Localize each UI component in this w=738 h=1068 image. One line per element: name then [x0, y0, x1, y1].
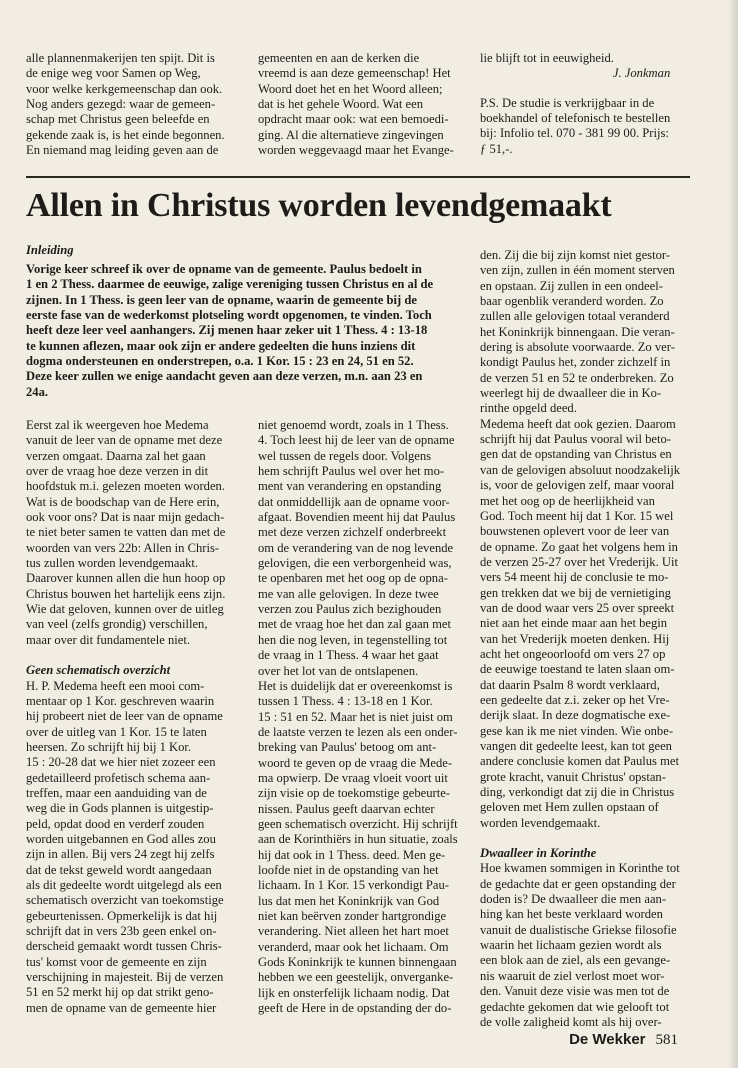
text-line: voor welke kerkgemeenschap dan ook. — [26, 81, 223, 96]
text-line: aan de Korinthiërs in hun situatie, zoals — [258, 832, 458, 847]
text-line: lijk en onsterfelijk lichaam nodig. Dat — [258, 985, 450, 1000]
text-line: ƒ 51,-. — [480, 141, 513, 156]
text-line: gemeenten en aan de kerken die — [258, 51, 420, 65]
text-line: ment van verandering en opstanding — [258, 479, 442, 494]
text-line: gebeurtenissen. Opmerkelijk is dat hij — [26, 908, 218, 923]
text-line: de verzen 51 en 52 te onderbreken. Zo — [480, 370, 674, 385]
text-line: geen schematisch overzicht. Hij schrijft — [258, 816, 458, 831]
text-line: 1 en 2 Thess. daarmee de eeuwige, zalige vereniging tussen Christus en al de — [26, 277, 434, 292]
text-line: een blok aan de ziel, als een gevange- — [480, 953, 671, 968]
text-line: van het Vrederijk moeten denken. Hij — [480, 631, 670, 646]
section-heading-dwaalleer: Dwaalleer in Korinthe — [480, 846, 597, 861]
text-line: God. Toch meent hij dat 1 Kor. 15 wel — [480, 508, 674, 523]
text-line: de verzen 25-27 over het Vrederijk. Uit — [480, 554, 678, 569]
text-line: P.S. De studie is verkrijgbaar in de — [480, 95, 655, 110]
text-line: over de uitleg van 1 Kor. 15 te laten — [26, 724, 207, 739]
text-line: boekhandel of telefonisch te bestellen — [480, 111, 671, 126]
text-line: Eerst zal ik weergeven hoe Medema — [26, 418, 209, 432]
text-line: zijnen. In 1 Thess. is geen leer van de opname, waarin de gemeente bij de — [26, 292, 417, 307]
article-title: Allen in Christus worden levendgemaakt — [26, 187, 612, 224]
text-line: den. Vanuit deze visie was men tot de — [480, 984, 670, 999]
text-line: dering is absolute voorwaarde. Zo ver- — [480, 340, 675, 355]
text-line: waarin het lichaam gezien wordt als — [480, 938, 662, 953]
text-line: van de gelovigen absoluut noodzakelijk — [480, 462, 681, 477]
text-line: doden is? De dwaalleer die men aan- — [480, 892, 667, 907]
text-line: acht het ongeoorloofd om vers 27 op — [480, 646, 666, 661]
text-line: dat daarin Psalm 8 wordt verklaard, — [480, 677, 660, 692]
text-line: vangen dit gedeelte leest, kan tot geen — [480, 739, 672, 753]
text-line: vers 54 meent hij de conclusie te mo- — [480, 570, 669, 585]
text-line: schematisch overzicht van toekomstige — [26, 893, 224, 908]
text-line: afgaat. Bovendien meent hij dat Paulus — [258, 510, 456, 525]
article-column-1 — [26, 418, 225, 1016]
text-line: gese kan ik me niet vinden. Wie onbe- — [480, 723, 674, 738]
text-line: dat de tekst geweld wordt aangedaan — [26, 862, 212, 877]
text-line: derscheid gemaakt wordt tussen Chris- — [26, 939, 222, 954]
text-line: den. Zij die bij zijn komst niet gestor- — [480, 248, 671, 262]
column-3-paragraph-2 — [480, 861, 680, 1030]
text-line: Deze keer zullen we enige aandacht geven aan deze verzen, m.n. aan 23 en — [26, 369, 423, 384]
text-line: ma opwierp. De vraag vloeit voort uit — [258, 770, 448, 785]
text-line: tus' komst voor de gemeente en zijn — [26, 954, 207, 969]
text-line: geloven met Hem zullen opstaan of — [480, 800, 659, 815]
text-line: zijn in allen. Bij vers 24 zegt hij zelfs — [26, 847, 215, 862]
text-line: men de opname van de gemeente hier — [26, 1000, 217, 1015]
text-line: nissen. Paulus geeft daarvan echter — [258, 801, 435, 816]
page-number: 581 — [655, 1032, 678, 1048]
text-line: breking van Paulus' betoog om ant- — [258, 740, 437, 755]
column-3-paragraph-1 — [480, 248, 680, 831]
text-line: gelovigen, die een verborgenheid was, — [258, 556, 452, 571]
text-line: hebben we een geestelijk, onverganke- — [258, 970, 454, 985]
text-line: dat is het gehele Woord. Wat een — [258, 97, 424, 112]
text-line: gekende zaak is, is het einde begonnen. — [26, 127, 225, 142]
text-line: heeft deze leer veel aanhangers. Zij menen haar zeker uit 1 Thess. 4 : 13-18 — [26, 323, 428, 338]
text-line: En niemand mag leiding geven aan de — [26, 143, 219, 158]
text-line: niet kan beërven zonder hartgrondige — [258, 909, 447, 923]
text-line: gen dat de opstanding van Christus en — [480, 447, 672, 462]
text-line: dogma ondersteunen en onderstrepen, o.a. 1 Kor. 15 : 23 en 24, 51 en 52. — [26, 354, 414, 369]
text-line: gedetailleerd profetisch schema aan- — [26, 770, 211, 785]
section-heading-geen-schematisch: Geen schematisch overzicht — [26, 663, 171, 678]
text-line: vanuit de dualistische Griekse filosofie — [480, 922, 677, 937]
text-line: gen trekken dat we bij de vernietiging — [480, 585, 671, 600]
text-line: Gods Koninkrijk te kunnen binnengaan — [258, 955, 457, 970]
text-line: Christus bouwen het hartelijk eens zijn. — [26, 586, 226, 601]
text-line: gedachte gekomen dat wie gelooft tot — [480, 999, 670, 1014]
text-line: worden uitgebannen en God alles zou — [26, 831, 216, 846]
text-line: 15 : 51 en 52. Maar het is niet juist om — [258, 709, 453, 724]
text-line: schap met Christus geen beleefde en — [26, 112, 210, 127]
text-line: treffen, maar een aanduiding van de — [26, 785, 207, 800]
text-line: geeft de Here in de opstanding der do- — [258, 1001, 452, 1016]
text-line: schrijft dat in vers 23b geen enkel on- — [26, 924, 217, 938]
text-line: weerlegt hij de dwaalleer die in Ko- — [480, 386, 662, 401]
text-line: vreemd is aan deze gemeenschap! Het — [258, 66, 451, 81]
text-line: de opname. Zo gaat het volgens hem in — [480, 539, 678, 554]
page-footer — [569, 1031, 678, 1049]
text-line: opdracht maar ook: wat een bemoedi- — [258, 112, 449, 127]
text-line: Wie dat geloven, kunnen over de uitleg — [26, 602, 224, 617]
closing-line: lie blijft tot in eeuwigheid. — [480, 51, 614, 65]
text-line: 4. Toch leest hij de leer van de opname — [258, 433, 455, 448]
text-line: zijn visie op de toekomstige gebeurte- — [258, 786, 450, 801]
text-line: veranderd, maar ook het lichaam. Om — [258, 939, 449, 954]
text-line: bouwstenen oplevert voor de leer van — [480, 524, 670, 539]
text-line: maar over dit fundamentele niet. — [26, 632, 191, 647]
text-line: de gedachte dat er geen opstanding der — [480, 876, 676, 891]
text-line: derijk slaat. In deze dogmatische exe- — [480, 708, 671, 723]
text-line: lus dat men het Koninkrijk van God — [258, 893, 440, 908]
text-line: weg die in Gods plannen is uitgestip- — [26, 801, 214, 816]
text-line: de vraag in 1 Thess. 4 waar het gaat — [258, 648, 439, 663]
author-signature: J. Jonkman — [612, 66, 671, 81]
text-line: alle plannenmakerijen ten spijt. Dit is — [26, 51, 215, 65]
text-line: zullen alle gelovigen totaal veranderd — [480, 309, 670, 324]
top-divider — [26, 176, 690, 178]
text-line: nis waaruit de ziel verlost moet wor- — [480, 968, 665, 983]
text-line: dat onmiddellijk aan de opname voor- — [258, 494, 450, 509]
article-column-2 — [258, 418, 458, 1016]
text-line: woord te geven op de vraag die Mede- — [258, 755, 453, 770]
text-line: over de vraag hoe deze verzen in dit — [26, 464, 209, 479]
text-line: als dit gedeelte wordt uitgelegd als een — [26, 877, 222, 892]
text-line: om de verandering van de nog levende — [258, 540, 454, 555]
text-line: Woord doet het en het Woord alleen; — [258, 81, 443, 96]
text-line: Vorige keer schreef ik over de opname van de gemeente. Paulus bedoelt in — [26, 262, 422, 276]
text-line: woorden van vers 22b: Allen in Chris- — [26, 540, 220, 555]
text-line: met de vraag hoe het dan zal gaan met — [258, 617, 452, 632]
text-line: heersen. Zo schrijft hij bij 1 Kor. — [26, 739, 192, 754]
top-column-3 — [480, 51, 670, 157]
text-line: hing kan het beste verklaard worden — [480, 907, 663, 922]
text-line: eerste fase van de wederkomst plotseling wordt opgenomen, te vinden. Toch — [26, 308, 432, 323]
text-line: Hoe kwamen sommigen in Korinthe tot — [480, 861, 680, 876]
text-line: baar ogenblik veranderd worden. Zo — [480, 294, 664, 309]
column-1-paragraph-2 — [26, 679, 225, 1017]
text-line: rinthe opgeld deed. — [480, 401, 577, 416]
text-line: kondigt Paulus het, zonder zichzelf in — [480, 355, 671, 370]
text-line: de laatste verzen te lezen als een onder- — [258, 724, 458, 739]
text-line: met het oog op de heerlijkheid van — [480, 493, 655, 508]
text-line: worden levendgemaakt. — [480, 815, 601, 830]
text-line: hij probeert niet de leer van de opname — [26, 709, 223, 724]
text-line: hoofdstuk m.i. gelezen moeten worden. — [26, 479, 225, 494]
text-line: loofde niet in de opstanding van het — [258, 862, 439, 877]
text-line: de enige weg voor Samen op Weg, — [26, 66, 201, 81]
text-line: niet genoemd wordt, zoals in 1 Thess. — [258, 418, 449, 432]
text-line: Daarover kunnen allen die hun hoop op — [26, 571, 226, 586]
text-line: schrijft hij dat Paulus vooral wil beto- — [480, 432, 671, 447]
text-line: de volle zaligheid komt als hij over- — [480, 1014, 662, 1029]
text-line: is, voor de gelovigen zelf, maar vooral — [480, 478, 675, 493]
magazine-name: De Wekker — [569, 1031, 646, 1048]
text-line: met deze verzen zichzelf onderbreekt — [258, 525, 447, 540]
text-line: verzen omgaat. Daarna zal het gaan — [26, 448, 206, 463]
text-line: mentaar op 1 Kor. geschreven waarin — [26, 693, 215, 708]
text-line: hij dat ook in 1 Thess. deed. Men ge- — [258, 847, 446, 862]
text-line: hen die nog leven, in tegenstelling tot — [258, 632, 448, 647]
text-line: 51 en 52 merkt hij op dat strikt geno- — [26, 985, 214, 1000]
top-column-2 — [258, 51, 454, 158]
text-line: het Koninkrijk binnengaan. Die veran- — [480, 324, 675, 339]
text-line: vanuit de leer van de opname met deze — [26, 433, 223, 448]
intro-heading: Inleiding — [26, 243, 74, 257]
text-line: tussen 1 Thess. 4 : 13-18 en 1 Kor. — [258, 694, 433, 709]
text-line: van de dood waar vers 25 over spreekt — [480, 600, 675, 615]
text-line: peld, opdat dood en verderf zouden — [26, 816, 205, 831]
text-line: de eeuwige toestand te laten slaan om- — [480, 662, 675, 677]
text-line: lichaam. In 1 Kor. 15 verkondigt Pau- — [258, 878, 449, 893]
text-line: verschijning in majesteit. Bij de verzen — [26, 970, 224, 985]
text-line: een gedeelte dat z.i. zeker op het Vre- — [480, 692, 670, 707]
postscript — [480, 96, 670, 157]
text-line: me van alle gelovigen. In deze twee — [258, 586, 439, 601]
text-line: ook voor ons? Dat is naar mijn gedach- — [26, 510, 225, 525]
text-line: worden weggevaagd maar het Evange- — [258, 143, 454, 158]
text-line: niet aan het einde maar aan het begin — [480, 616, 668, 631]
text-line: Het is duidelijk dat er overeenkomst is — [258, 678, 453, 693]
text-line: 15 : 20-28 dat we hier niet zozeer een — [26, 755, 216, 770]
text-line: van veel (zelfs grondig) verschillen, — [26, 617, 208, 632]
text-line: grote kracht, vanuit Christus' opstan- — [480, 769, 666, 784]
top-column-1 — [26, 51, 225, 158]
text-line: ging. Al die alternatieve zingevingen — [258, 127, 444, 142]
text-line: H. P. Medema heeft een mooi com- — [26, 678, 205, 693]
intro-text — [26, 262, 472, 400]
text-line: 24a. — [26, 384, 49, 399]
text-line: ding, verkondigt dat zij die in Christus — [480, 785, 675, 800]
text-line: Nog anders gezegd: waar de gemeen- — [26, 97, 216, 112]
text-line: te openbaren met het oog op de opna- — [258, 571, 448, 586]
text-line: te kunnen aflezen, maar ook zijn er andere gedeelten die huns inziens dit — [26, 338, 416, 353]
text-line: en opstaan. Zij zullen in een ondeel- — [480, 278, 663, 293]
text-line: andere conclusie komen dat Paulus met — [480, 754, 679, 769]
text-line: Medema heeft dat ook gezien. Daarom — [480, 416, 676, 431]
text-line: ven zijn, zullen in één moment sterven — [480, 263, 675, 278]
column-1-paragraph-1 — [26, 418, 225, 648]
text-line: over het lot van de ontslapenen. — [258, 663, 419, 678]
text-line: te niet beter samen te vatten dan met de — [26, 525, 226, 540]
text-line: bij: Infolio tel. 070 - 381 99 00. Prijs: — [480, 126, 669, 141]
article-column-3 — [480, 248, 680, 1030]
text-line: wel tussen de regels door. Volgens — [258, 448, 432, 463]
text-line: verzen zou Paulus zich bezighouden — [258, 602, 442, 617]
text-line: tus zullen worden levendgemaakt. — [26, 556, 199, 571]
text-line: Wat is de boodschap van de Here erin, — [26, 494, 220, 509]
text-line: verandering. Niet alleen het hart moet — [258, 924, 449, 939]
binding-shadow — [728, 0, 738, 1068]
text-line: hem schrijft Paulus wel over het mo- — [258, 464, 445, 479]
